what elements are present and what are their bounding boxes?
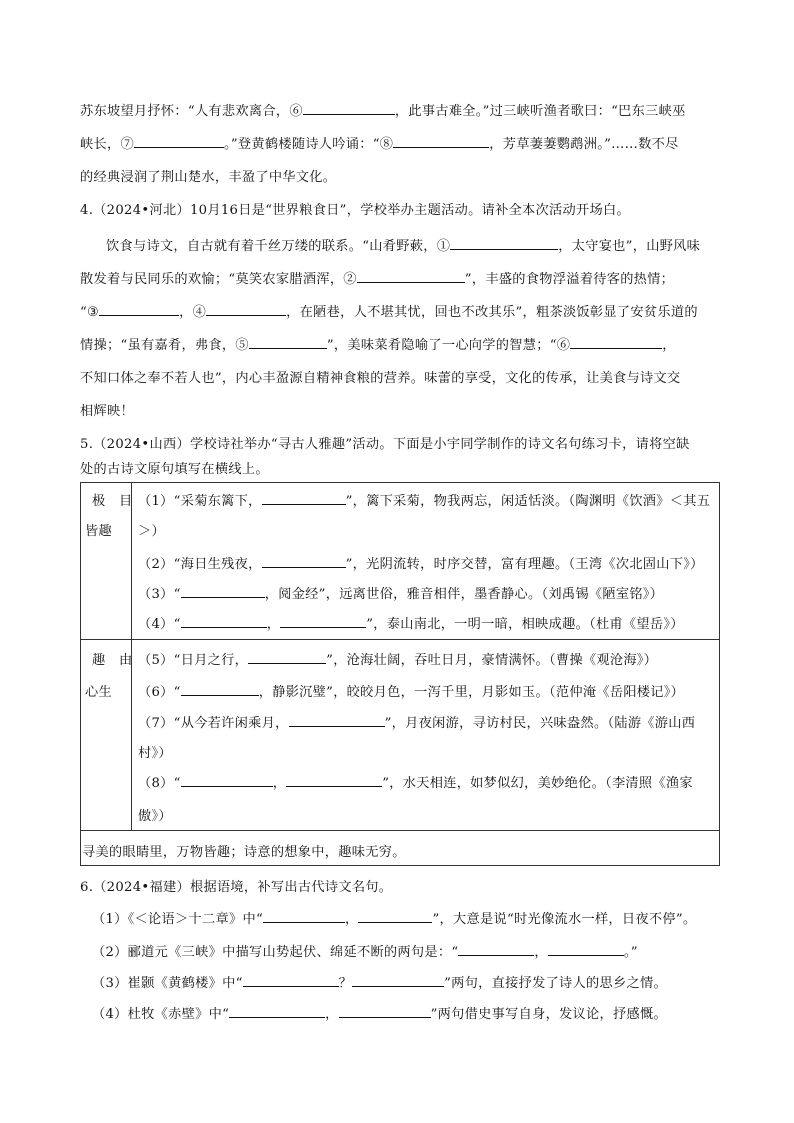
text: ”，泰山南北，一明一暗，相映成趣。（杜甫《望岳》）	[366, 617, 684, 632]
q4-line-3	[80, 301, 698, 320]
blank-q6-3a[interactable]	[243, 972, 339, 987]
q6-item-2	[92, 941, 638, 960]
text: （6）“	[138, 685, 181, 700]
text: ，	[344, 912, 359, 927]
q6-item-4	[92, 1003, 667, 1022]
blank-q4-4[interactable]	[206, 301, 286, 316]
blank-card-4b[interactable]	[280, 613, 366, 628]
text: 。”	[623, 945, 638, 960]
section-2-label-line-2: 心生	[85, 685, 112, 700]
text: ”，篱下采菊，物我两忘，闲适恬淡。（陶渊明《饮酒》＜其五	[345, 494, 711, 509]
card-item-1	[138, 490, 710, 509]
text: ”，沧海壮阔，吞吐日月，豪情满怀。（曹操《观沧海》）	[326, 653, 658, 668]
text: （1）“采菊东篱下，	[138, 494, 262, 509]
text: ”，大意是说“时光像流水一样，日夜不停”。	[432, 912, 697, 927]
text: （2）郦道元《三峡》中描写山势起伏、绵延不断的两句是：“	[92, 945, 459, 960]
text: ，	[534, 945, 548, 960]
blank-6[interactable]	[303, 100, 395, 115]
section-label-cell	[81, 640, 132, 831]
section-1-label-line-1: 极 目	[92, 494, 133, 509]
card-item-7-cont: 村》）	[138, 746, 172, 761]
text: ，在陋巷，人不堪其忧，回也不改其乐”，粗茶淡饭彰显了安贫乐道的	[286, 305, 698, 320]
card-item-2	[138, 553, 704, 572]
q4-line-6: 相辉映！	[80, 404, 134, 419]
text: 峡长，⑦	[80, 137, 134, 152]
text: ”，光阴流转，时序交替，富有理趣。（王湾《次北固山下》）	[345, 557, 704, 572]
card-item-8	[138, 772, 693, 791]
text: ？	[338, 976, 353, 991]
card-item-8-cont: 傲》）	[138, 809, 172, 824]
card-item-6	[138, 681, 684, 700]
blank-card-5[interactable]	[248, 649, 326, 664]
q6-item-1	[92, 908, 696, 927]
blank-card-8b[interactable]	[286, 772, 382, 787]
section-1-label-line-2: 皆趣	[85, 524, 112, 539]
blank-q6-1a[interactable]	[263, 908, 345, 923]
practice-card-table	[80, 482, 720, 866]
q4-line-5: 不知口体之奉不若人也”，内心丰盈源自精神食粮的营养。味蕾的享受，文化的传承，让美食与诗文交	[80, 371, 681, 386]
blank-q6-4a[interactable]	[229, 1003, 325, 1018]
card-item-7	[138, 712, 695, 731]
text: 散发着与民同乐的欢愉；“莫笑农家腊酒浑，②	[80, 272, 357, 287]
q4-line-2	[80, 268, 674, 287]
card-item-3	[138, 583, 663, 602]
text: ”，美味菜肴隐喻了一心向学的智慧；“⑥	[326, 338, 571, 353]
text: ，此事古难全。”过三峡听渔者歌曰：“巴东三峡巫	[394, 104, 686, 119]
blank-8[interactable]	[393, 133, 489, 148]
blank-card-6[interactable]	[181, 681, 259, 696]
text: ，	[266, 617, 281, 632]
blank-q6-4b[interactable]	[339, 1003, 431, 1018]
blank-q6-3b[interactable]	[352, 972, 444, 987]
q4-line-4	[80, 334, 676, 353]
card-item-4	[138, 613, 684, 632]
card-footer-text: 寻美的眼睛里，万物皆趣；诗意的想象中，趣味无穷。	[82, 845, 406, 860]
question-5-heading-1: 5.（2024•山西）学校诗社举办“寻古人雅趣”活动。下面是小宇同学制作的诗文名句练习卡，请将空缺	[80, 437, 690, 452]
intro-line-2	[80, 133, 679, 152]
text: （1）《＜论语＞十二章》中“	[92, 912, 263, 927]
text: ”，丰盛的食物浮溢着待客的热情；	[464, 272, 675, 287]
text: ”，月夜闲游，寻访村民，兴味盎然。（陆游《游山西	[384, 716, 696, 731]
blank-q6-1b[interactable]	[358, 908, 432, 923]
table-row	[81, 640, 720, 831]
question-6-heading: 6.（2024•福建）根据语境，补写出古代诗文名句。	[80, 880, 393, 895]
section-content-cell	[132, 640, 720, 831]
intro-line-3: 的经典浸润了荆山楚水，丰盈了中华文化。	[80, 170, 337, 185]
text: 苏东坡望月抒怀：“人有悲欢离合，⑥	[80, 104, 303, 119]
text: （7）“从今若许闲乘月，	[138, 716, 289, 731]
text: 饮食与诗文，自古就有着千丝万缕的联系。“山肴野蔌，①	[106, 239, 451, 254]
section-2-label-line-1: 趣 由	[92, 653, 133, 668]
text: （3）崔颢《黄鹤楼》中“	[92, 976, 243, 991]
text: ，芳草萋萋鹦鹉洲。”……数不尽	[489, 137, 679, 152]
question-4-heading: 4.（2024•河北）10月16日是“世界粮食日”，学校举办主题活动。请补全本次活动开场白。	[80, 203, 630, 218]
q6-item-3	[92, 972, 667, 991]
text: “③	[80, 305, 100, 320]
intro-line-1	[80, 100, 686, 119]
text: ，静影沉璧”，皎皎月色，一泻千里，月影如玉。（范仲淹《岳阳楼记》）	[258, 685, 685, 700]
text: （5）“日月之行，	[138, 653, 249, 668]
text: （3）“	[138, 587, 181, 602]
text: （4）“	[138, 617, 181, 632]
text: ，阅金经”，远离世俗，雅音相伴，墨香静心。（刘禹锡《陋室铭》）	[264, 587, 664, 602]
text: （4）杜牧《赤壁》中“	[92, 1007, 230, 1022]
blank-q4-2[interactable]	[357, 268, 465, 283]
card-item-1-cont: ＞）	[138, 524, 165, 539]
text: 情操；“虽有嘉肴，弗食，⑤	[80, 338, 249, 353]
text: ，太守宴也”，山野风味	[558, 239, 701, 254]
blank-7[interactable]	[134, 133, 224, 148]
text: ，	[272, 776, 287, 791]
text: （8）“	[138, 776, 181, 791]
blank-q4-5[interactable]	[249, 334, 327, 349]
text: ”两句借史事写自身，发议论，抒感慨。	[430, 1007, 667, 1022]
text: ，④	[179, 305, 207, 320]
blank-q4-1[interactable]	[450, 235, 558, 250]
text: ”两句，直接抒发了诗人的思乡之情。	[444, 976, 667, 991]
text: （2）“海日生残夜，	[138, 557, 262, 572]
text: 。”登黄鹤楼随诗人吟诵：“⑧	[223, 137, 394, 152]
text: ，	[325, 1007, 339, 1022]
blank-card-4a[interactable]	[181, 613, 267, 628]
text: ，	[662, 338, 676, 353]
blank-card-3[interactable]	[181, 583, 265, 598]
blank-q4-3[interactable]	[99, 301, 179, 316]
card-item-5	[138, 649, 657, 668]
q4-line-1	[106, 235, 700, 254]
blank-card-8a[interactable]	[181, 772, 273, 787]
blank-card-7[interactable]	[289, 712, 385, 727]
text: ”，水天相连，如梦似幻，美妙绝伦。（李清照《渔家	[382, 776, 693, 791]
blank-card-2[interactable]	[262, 553, 346, 568]
question-5-heading-2: 处的古诗文原句填写在横线上。	[80, 462, 269, 477]
blank-card-1[interactable]	[262, 490, 346, 505]
blank-q6-2b[interactable]	[548, 941, 624, 956]
blank-q4-6[interactable]	[570, 334, 662, 349]
blank-q6-2a[interactable]	[458, 941, 534, 956]
